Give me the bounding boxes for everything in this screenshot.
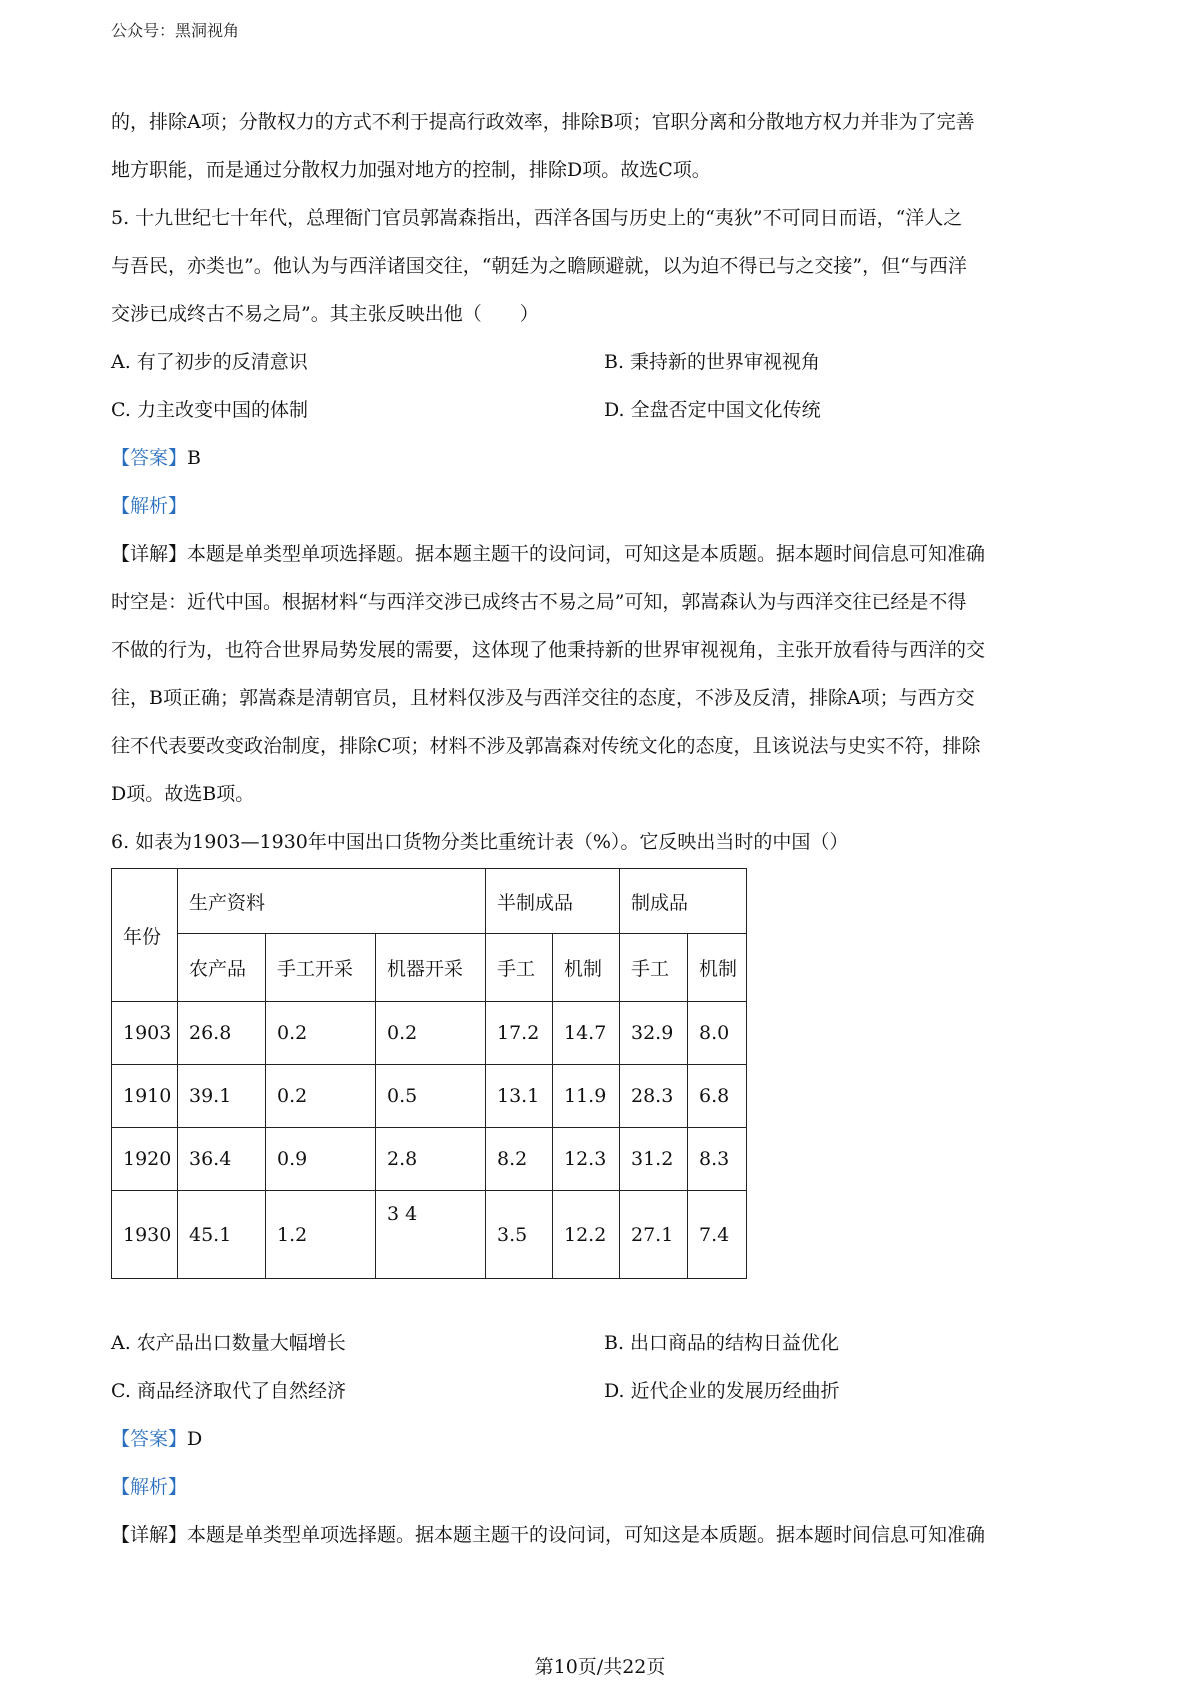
export-ratio-table [111, 868, 747, 1279]
q6-analysis [111, 1463, 1096, 1511]
q5-options-row [111, 386, 1096, 434]
q5-detail-line: 不做的行为，也符合世界局势发展的需要，这体现了他秉持新的世界审视视角，主张开放看待与西洋的交 [111, 639, 986, 661]
q5-detail-line: 时空是：近代中国。根据材料“与西洋交涉已成终古不易之局”可知，郭嵩森认为与西洋交往已经是不得 [111, 591, 967, 613]
q5-option-c: C. 力主改变中国的体制 [111, 399, 308, 421]
continuation-line: 的，排除A项；分散权力的方式不利于提高行政效率，排除B项；官职分离和分散地方权力并非为了完善 [111, 111, 975, 133]
q5-stem-line: 交涉已成终古不易之局”。其主张反映出他（ ） [111, 303, 539, 325]
sub-header: 手工 [620, 934, 688, 1002]
table-cell: 0.5 [376, 1065, 486, 1128]
table-cell: 6.8 [688, 1065, 747, 1128]
table-cell: 2.8 [376, 1128, 486, 1191]
table-cell: 31.2 [620, 1128, 688, 1191]
q6-options-row [111, 1367, 1096, 1415]
q5-option-d: D. 全盘否定中国文化传统 [604, 399, 821, 421]
sub-header: 机制 [688, 934, 747, 1002]
table-cell: 26.8 [178, 1002, 266, 1065]
q6-option-c: C. 商品经济取代了自然经济 [111, 1380, 346, 1402]
table-cell: 45.1 [178, 1191, 266, 1279]
q5-answer [111, 434, 1096, 482]
page-footer: 第10页/共22页 [534, 1656, 666, 1678]
detail-text: 本题是单类型单项选择题。据本题主题干的设问词，可知这是本质题。据本题时间信息可知准确 [187, 1524, 986, 1546]
table-cell: 1903 [112, 1002, 178, 1065]
table-subheader-row [112, 934, 747, 1002]
group-header: 生产资料 [178, 869, 486, 934]
table-cell: 17.2 [486, 1002, 553, 1065]
sub-header: 机器开采 [376, 934, 486, 1002]
table-spacer [111, 1279, 1096, 1319]
q5-analysis [111, 482, 1096, 530]
group-header: 半制成品 [486, 869, 620, 934]
table-cell: 14.7 [553, 1002, 620, 1065]
table-cell: 1920 [112, 1128, 178, 1191]
year-header: 年份 [112, 869, 178, 1002]
sub-header: 手工 [486, 934, 553, 1002]
table-cell: 36.4 [178, 1128, 266, 1191]
table-row [112, 1002, 747, 1065]
table-cell: 28.3 [620, 1065, 688, 1128]
analysis-tag: 【解析】 [111, 1476, 188, 1498]
q5-options-row [111, 338, 1096, 386]
q6-option-b: B. 出口商品的结构日益优化 [604, 1332, 840, 1354]
table-row [112, 1065, 747, 1128]
page-content [111, 98, 1096, 1559]
table-cell: 0.9 [266, 1128, 376, 1191]
answer-value: B [187, 447, 201, 469]
q6-option-a: A. 农产品出口数量大幅增长 [111, 1332, 346, 1354]
continuation-line: 地方职能，而是通过分散权力加强对地方的控制，排除D项。故选C项。 [111, 159, 711, 181]
table-header-row [112, 869, 747, 934]
table-cell: 12.3 [553, 1128, 620, 1191]
table-cell: 11.9 [553, 1065, 620, 1128]
table-cell: 32.9 [620, 1002, 688, 1065]
q5-option-b: B. 秉持新的世界审视视角 [604, 351, 821, 373]
q6-stem-line: 6. 如表为1903—1930年中国出口货物分类比重统计表（%）。它反映出当时的中国（） [111, 831, 849, 853]
table-cell: 0.2 [376, 1002, 486, 1065]
q5-detail-line [111, 530, 1096, 578]
table-row [112, 1191, 747, 1279]
sub-header: 机制 [553, 934, 620, 1002]
sub-header: 手工开采 [266, 934, 376, 1002]
q5-detail-line: 往，B项正确；郭嵩森是清朝官员，且材料仅涉及与西洋交往的态度，不涉及反清，排除A项；与西方交 [111, 687, 975, 709]
table-cell: 8.0 [688, 1002, 747, 1065]
table-cell: 12.2 [553, 1191, 620, 1279]
table-cell: 39.1 [178, 1065, 266, 1128]
table-cell: 0.2 [266, 1002, 376, 1065]
q6-detail-line [111, 1511, 1096, 1559]
table-cell: 27.1 [620, 1191, 688, 1279]
table-row [112, 1128, 747, 1191]
table-cell: 8.3 [688, 1128, 747, 1191]
table-cell: 1930 [112, 1191, 178, 1279]
analysis-tag: 【解析】 [111, 495, 188, 517]
table-cell: 0.2 [266, 1065, 376, 1128]
sub-header: 农产品 [178, 934, 266, 1002]
q5-stem-line: 与吾民，亦类也”。他认为与西洋诸国交往，“朝廷为之瞻顾避就，以为迫不得已与之交接”，但“与西洋 [111, 255, 967, 277]
table-cell: 13.1 [486, 1065, 553, 1128]
q5-stem-line: 5. 十九世纪七十年代，总理衙门官员郭嵩森指出，西洋各国与历史上的“夷狄”不可同日而语，“洋人之 [111, 207, 963, 229]
page-header: 公众号：黑洞视角 [111, 21, 240, 40]
group-header: 制成品 [620, 869, 747, 934]
q5-detail-line: 往不代表要改变政治制度，排除C项；材料不涉及郭嵩森对传统文化的态度，且该说法与史实不符，排除 [111, 735, 981, 757]
table-cell: 8.2 [486, 1128, 553, 1191]
table-cell: 1.2 [266, 1191, 376, 1279]
answer-tag: 【答案】 [111, 1428, 188, 1450]
table-cell: 1910 [112, 1065, 178, 1128]
table-cell: 3 4 [376, 1191, 486, 1279]
answer-value: D [187, 1428, 203, 1450]
detail-tag: 【详解】 [111, 1524, 188, 1546]
detail-text: 本题是单类型单项选择题。据本题主题干的设问词，可知这是本质题。据本题时间信息可知准确 [187, 543, 986, 565]
q6-answer [111, 1415, 1096, 1463]
answer-tag: 【答案】 [111, 447, 188, 469]
detail-tag: 【详解】 [111, 543, 188, 565]
q6-option-d: D. 近代企业的发展历经曲折 [604, 1380, 840, 1402]
q5-detail-line: D项。故选B项。 [111, 783, 255, 805]
q6-options-row [111, 1319, 1096, 1367]
table-cell: 3.5 [486, 1191, 553, 1279]
table-cell: 7.4 [688, 1191, 747, 1279]
q5-option-a: A. 有了初步的反清意识 [111, 351, 308, 373]
